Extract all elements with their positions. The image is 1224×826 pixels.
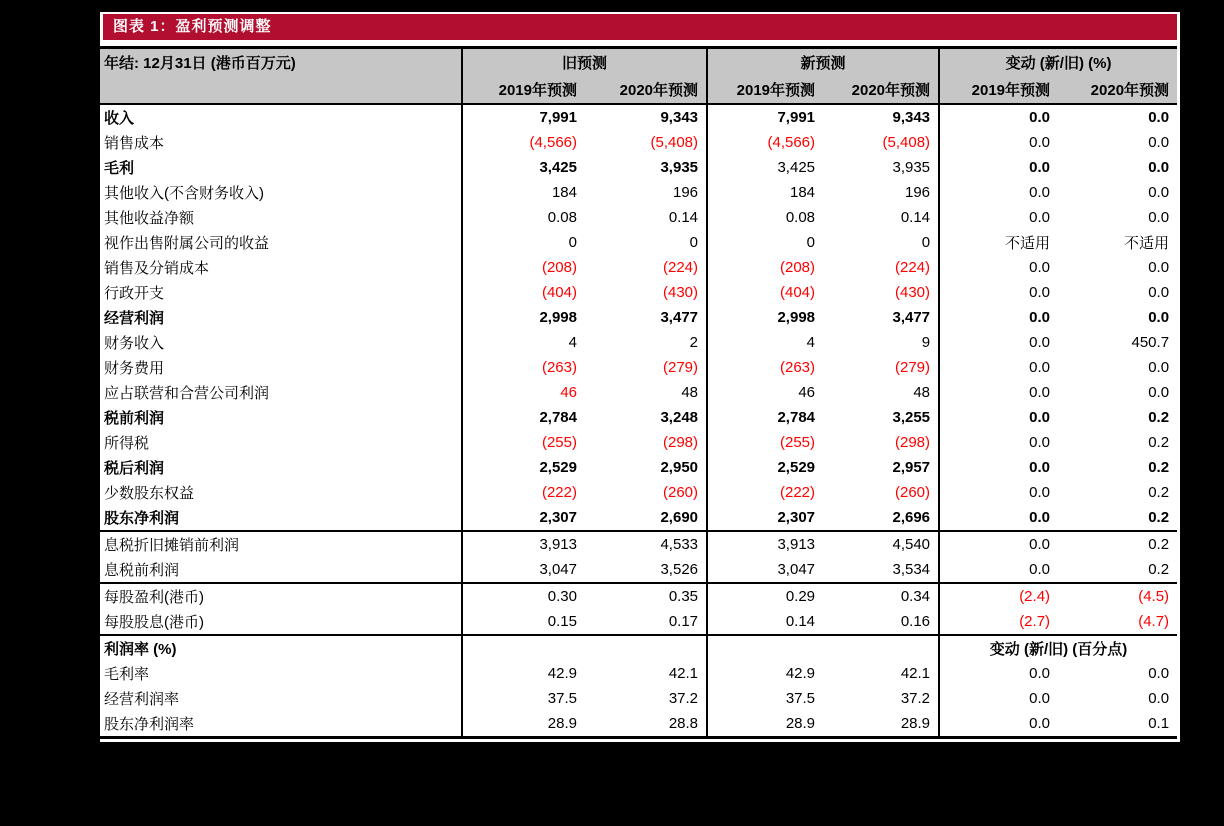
value-cell: (279): [895, 359, 931, 376]
table-row: [100, 155, 1177, 180]
value-cell: 0: [707, 230, 823, 255]
table-row: [100, 661, 1177, 686]
value-cell: 0.2: [1148, 536, 1170, 553]
value-cell: (430): [662, 284, 699, 301]
table-row: [100, 609, 1177, 635]
value-cell: 0.2: [1058, 505, 1177, 531]
value-cell: 0.2: [1148, 434, 1170, 451]
value-cell: 28.8: [668, 715, 699, 732]
table-row: [100, 557, 1177, 583]
value-cell: (5,408): [650, 134, 699, 151]
value-cell: 0.0: [1148, 209, 1170, 226]
value-cell: 0.17: [585, 609, 707, 635]
value-cell: 2,696: [823, 505, 939, 531]
value-cell: 0.0: [939, 130, 1058, 155]
column-header-old-2019: 2019年预测: [462, 76, 585, 104]
value-cell: 28.9: [900, 715, 931, 732]
value-cell: 0.0: [1148, 665, 1170, 682]
value-cell: (404): [707, 280, 823, 305]
table-row: [100, 405, 1177, 430]
value-cell: 0.0: [939, 455, 1058, 480]
row-label: 财务费用: [104, 360, 165, 377]
table-row: [100, 305, 1177, 330]
row-label: 视作出售附属公司的收益: [104, 235, 270, 252]
row-label: 收入: [104, 110, 135, 127]
value-cell: 0: [462, 230, 585, 255]
value-cell: 28.9: [462, 711, 585, 738]
value-cell: 0.0: [939, 305, 1058, 330]
empty-cell: [823, 635, 939, 661]
value-cell: 4,533: [660, 536, 699, 553]
value-cell: 2,950: [660, 459, 699, 476]
table-row: [100, 505, 1177, 531]
value-cell: 0.0: [939, 280, 1058, 305]
table-row: [100, 711, 1177, 738]
value-cell: 0.35: [668, 588, 699, 605]
table-row: [100, 380, 1177, 405]
row-label: 销售成本: [104, 135, 165, 152]
value-cell: 0.2: [1148, 409, 1170, 426]
value-cell: 0.29: [707, 583, 823, 609]
value-cell: 0.0: [939, 180, 1058, 205]
group-header-new-forecast: 新预测: [707, 48, 939, 77]
value-cell: 2,307: [707, 505, 823, 531]
value-cell: 3,913: [462, 531, 585, 557]
value-cell: 0.0: [939, 430, 1058, 455]
table-row: [100, 531, 1177, 557]
report-sheet: [100, 12, 1180, 742]
group-header-old-forecast: 旧预测: [462, 48, 707, 77]
column-header-old-2020: 2020年预测: [585, 76, 707, 104]
value-cell: 0.0: [939, 711, 1058, 738]
table-row: [100, 430, 1177, 455]
table-row: [100, 686, 1177, 711]
table-header: [100, 48, 1177, 105]
row-label: 应占联营和合营公司利润: [104, 385, 270, 402]
table-row: [100, 355, 1177, 380]
value-cell: 0.2: [1058, 557, 1177, 583]
value-cell: 0.0: [1148, 134, 1170, 151]
value-cell: 0.14: [707, 609, 823, 635]
value-cell: 42.1: [668, 665, 699, 682]
value-cell: 9: [921, 334, 931, 351]
value-cell: 42.9: [707, 661, 823, 686]
value-cell: 0.0: [1148, 359, 1170, 376]
value-cell: (208): [462, 255, 585, 280]
value-cell: 0.0: [939, 205, 1058, 230]
value-cell: 2,690: [585, 505, 707, 531]
value-cell: (279): [662, 359, 699, 376]
table-row: [100, 130, 1177, 155]
row-label: 毛利: [104, 160, 135, 177]
value-cell: 0.0: [939, 686, 1058, 711]
row-label: 其他收入(不含财务收入): [104, 185, 264, 202]
value-cell: 4,540: [892, 536, 931, 553]
row-label: 毛利率: [104, 666, 150, 683]
value-cell: (255): [707, 430, 823, 455]
value-cell: 37.5: [462, 686, 585, 711]
value-cell: 2,784: [462, 405, 585, 430]
value-cell: 0.2: [1148, 459, 1170, 476]
table-row: [100, 280, 1177, 305]
table-row: [100, 635, 1177, 661]
value-cell: 3,047: [462, 557, 585, 583]
row-label: 财务收入: [104, 335, 165, 352]
value-cell: 3,935: [660, 159, 699, 176]
value-cell: (404): [462, 280, 585, 305]
value-cell: (2.7): [939, 609, 1058, 635]
figure-title: 图表 1：盈利预测调整: [113, 18, 272, 35]
value-cell: (222): [462, 480, 585, 505]
value-cell: 0.0: [1148, 259, 1170, 276]
row-label: 息税折旧摊销前利润: [104, 537, 240, 554]
row-label: 税前利润: [104, 410, 165, 427]
value-cell: 4: [707, 330, 823, 355]
value-cell: 不适用: [1124, 235, 1170, 252]
value-cell: 3,425: [707, 155, 823, 180]
value-cell: 0.08: [707, 205, 823, 230]
value-cell: 2,957: [892, 459, 931, 476]
table-row: [100, 180, 1177, 205]
section-change-header: 变动 (新/旧) (百分点): [939, 635, 1177, 661]
value-cell: (430): [895, 284, 931, 301]
value-cell: 2,998: [707, 305, 823, 330]
value-cell: 0.30: [462, 583, 585, 609]
value-cell: 0.1: [1148, 715, 1170, 732]
row-label: 息税前利润: [100, 557, 462, 583]
column-header-change-2020: 2020年预测: [1058, 76, 1177, 104]
value-cell: 0.0: [1148, 384, 1170, 401]
figure-title-bar: [103, 14, 1177, 40]
value-cell: (222): [707, 480, 823, 505]
value-cell: 0.0: [939, 255, 1058, 280]
value-cell: 42.1: [900, 665, 931, 682]
row-label: 行政开支: [104, 285, 165, 302]
row-label: 税后利润: [104, 460, 165, 477]
value-cell: 3,526: [585, 557, 707, 583]
value-cell: (298): [662, 434, 699, 451]
value-cell: 3,255: [892, 409, 931, 426]
table-row: [100, 104, 1177, 130]
value-cell: 0.0: [939, 355, 1058, 380]
value-cell: (4,566): [462, 130, 585, 155]
value-cell: 0.2: [1148, 484, 1170, 501]
value-cell: 0.14: [900, 209, 931, 226]
table-row: [100, 455, 1177, 480]
value-cell: 0.0: [939, 405, 1058, 430]
empty-cell: [462, 635, 585, 661]
value-cell: 0.0: [1148, 309, 1170, 326]
value-cell: 0.0: [939, 330, 1058, 355]
value-cell: 3,248: [660, 409, 699, 426]
value-cell: (2.4): [939, 583, 1058, 609]
value-cell: 0.0: [1148, 284, 1170, 301]
table-row: [100, 255, 1177, 280]
value-cell: 7,991: [462, 104, 585, 130]
value-cell: 9,343: [892, 109, 931, 126]
value-cell: 0.0: [939, 505, 1058, 531]
value-cell: 450.7: [1131, 334, 1170, 351]
value-cell: 3,477: [660, 309, 699, 326]
value-cell: 3,047: [707, 557, 823, 583]
value-cell: 0.0: [1148, 159, 1170, 176]
value-cell: 28.9: [707, 711, 823, 738]
value-cell: 2: [689, 334, 699, 351]
value-cell: 3,534: [823, 557, 939, 583]
table-row: [100, 205, 1177, 230]
value-cell: 196: [905, 184, 931, 201]
value-cell: 不适用: [939, 230, 1058, 255]
value-cell: 0.16: [823, 609, 939, 635]
value-cell: (4.5): [1138, 588, 1170, 605]
value-cell: 0.0: [939, 531, 1058, 557]
value-cell: 184: [707, 180, 823, 205]
value-cell: 0.0: [939, 380, 1058, 405]
value-cell: 0.14: [668, 209, 699, 226]
value-cell: 2,529: [707, 455, 823, 480]
value-cell: 0.0: [1148, 690, 1170, 707]
value-cell: (208): [707, 255, 823, 280]
value-cell: (255): [462, 430, 585, 455]
value-cell: 2,307: [462, 505, 585, 531]
row-label: 少数股东权益: [104, 485, 195, 502]
table-row: [100, 230, 1177, 255]
column-header-new-2020: 2020年预测: [823, 76, 939, 104]
value-cell: 3,477: [892, 309, 931, 326]
row-label-header: 年结: 12月31日 (港币百万元): [100, 48, 462, 105]
value-cell: (224): [895, 259, 931, 276]
value-cell: 2,998: [462, 305, 585, 330]
value-cell: 0.0: [939, 155, 1058, 180]
value-cell: 0.34: [900, 588, 931, 605]
value-cell: (260): [662, 484, 699, 501]
value-cell: 196: [672, 184, 699, 201]
value-cell: 0.0: [939, 557, 1058, 583]
value-cell: (224): [662, 259, 699, 276]
value-cell: 0.0: [939, 480, 1058, 505]
value-cell: 0.0: [1148, 109, 1170, 126]
value-cell: 0.15: [462, 609, 585, 635]
row-label: 股东净利润率: [104, 716, 195, 733]
value-cell: 48: [681, 384, 699, 401]
row-label: 股东净利润: [100, 505, 462, 531]
value-cell: 46: [462, 380, 585, 405]
forecast-table: [100, 46, 1177, 739]
value-cell: 184: [462, 180, 585, 205]
value-cell: (260): [895, 484, 931, 501]
value-cell: 46: [707, 380, 823, 405]
value-cell: 37.5: [707, 686, 823, 711]
row-label: 每股盈利(港币): [104, 589, 204, 606]
value-cell: (263): [462, 355, 585, 380]
value-cell: 3,935: [892, 159, 931, 176]
table-row: [100, 480, 1177, 505]
value-cell: 42.9: [462, 661, 585, 686]
value-cell: (298): [895, 434, 931, 451]
value-cell: 0.0: [1148, 184, 1170, 201]
value-cell: (4,566): [707, 130, 823, 155]
empty-cell: [585, 635, 707, 661]
group-header-change: 变动 (新/旧) (%): [939, 48, 1177, 77]
value-cell: 2,529: [462, 455, 585, 480]
value-cell: 0.0: [939, 104, 1058, 130]
column-header-new-2019: 2019年预测: [707, 76, 823, 104]
value-cell: (4.7): [1058, 609, 1177, 635]
column-header-change-2019: 2019年预测: [939, 76, 1058, 104]
value-cell: 9,343: [660, 109, 699, 126]
value-cell: 37.2: [668, 690, 699, 707]
value-cell: 0.08: [462, 205, 585, 230]
row-label: 经营利润: [104, 310, 165, 327]
row-label: 利润率 (%): [104, 641, 177, 658]
value-cell: 7,991: [707, 104, 823, 130]
value-cell: 3,425: [462, 155, 585, 180]
empty-cell: [707, 635, 823, 661]
value-cell: (263): [707, 355, 823, 380]
row-label: 每股股息(港币): [100, 609, 462, 635]
row-label: 其他收益净额: [104, 210, 195, 227]
row-label: 经营利润率: [104, 691, 180, 708]
value-cell: 48: [913, 384, 931, 401]
value-cell: 2,784: [707, 405, 823, 430]
value-cell: 0: [689, 234, 699, 251]
value-cell: 0.0: [939, 661, 1058, 686]
table-row: [100, 583, 1177, 609]
row-label: 销售及分销成本: [104, 260, 210, 277]
table-body: [100, 104, 1177, 738]
value-cell: 4: [462, 330, 585, 355]
table-row: [100, 330, 1177, 355]
value-cell: 3,913: [707, 531, 823, 557]
row-label: 所得税: [104, 435, 150, 452]
value-cell: 0: [921, 234, 931, 251]
value-cell: 37.2: [900, 690, 931, 707]
value-cell: (5,408): [882, 134, 931, 151]
